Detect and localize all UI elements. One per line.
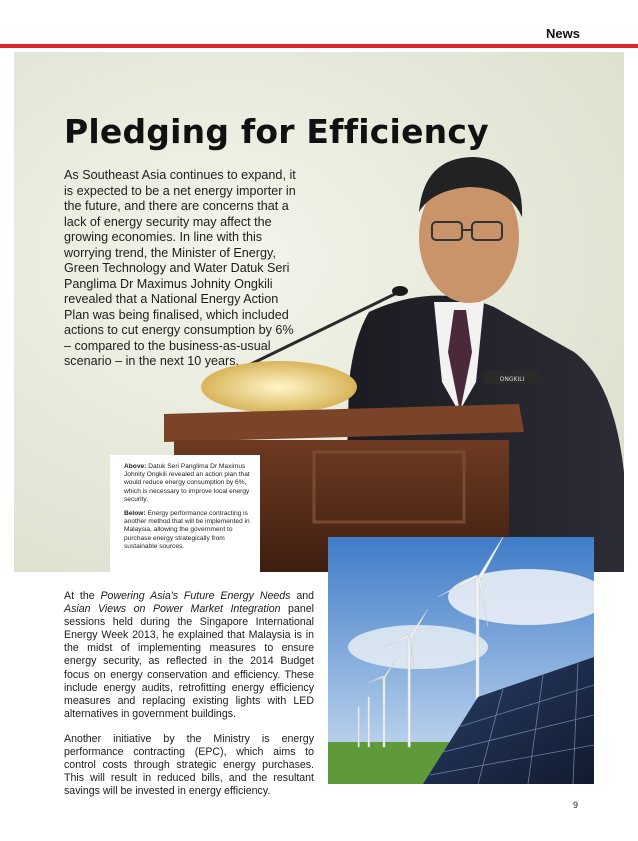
article-lede: As Southeast Asia continues to expand, it is expected to be a net energy importer in the future, and there are concerns that a lack of energy security may affect the growing economies. In line with this worrying trend, the Minister of Energy, Green Technology and Water Datuk Seri Panglima Dr Maximus Johnity Ongkili revealed that a National Energy Action Plan was being finalised, which included actions to cut energy consumption by 6% – compared to the business-as-usual scenario – in the next 10 years.: [64, 168, 296, 368]
article-body: [64, 590, 314, 810]
caption-above-text: Datuk Seri Panglima Dr Maximus Johnity Ongkili revealed an action plan that would reduce energy consumption by 6%, which is necessary to improve local energy security.: [124, 463, 250, 503]
photo-captions: [110, 455, 260, 575]
body-paragraph-2: Another initiative by the Ministry is energy performance contracting (EPC), which aims to control costs through strategic energy purchases. This will result in reduced bills, and the resultant savings will be invested in energy efficiency.: [64, 732, 314, 798]
section-label: News: [546, 26, 580, 41]
caption-above: [124, 463, 250, 504]
solar-wind-photo: [328, 537, 594, 784]
event-name-2: Asian Views on Power Market Integration: [64, 603, 281, 616]
caption-above-label: Above:: [124, 463, 147, 470]
caption-below: [124, 510, 250, 551]
caption-below-text: Energy performance contracting is another method that will be implemented in Malaysia, allowing the government to purchase energy strategically from sustainable sources.: [124, 510, 250, 550]
event-name-1: Powering Asia's Future Energy Needs: [100, 590, 291, 602]
article-title: Pledging for Efficiency: [64, 112, 489, 151]
caption-below-label: Below:: [124, 510, 146, 518]
body-paragraph-1: At the Powering Asia's Future Energy Needs and Asian Views on Power Market Integration panel sessions held during the Singapore International Energy Week 2013, he explained that Malaysia is in the midst of implementing measures to ensure energy security, as reflected in the 2014 Budget focus on energy conservation and efficiency. These include energy audits, retrofitting energy efficiency measures and replacing existing lights with LED alternatives in government buildings.: [64, 590, 315, 720]
header-rule: [0, 44, 638, 48]
podium-nameplate: ONGKILI: [499, 376, 525, 383]
page-number: 9: [572, 800, 578, 810]
